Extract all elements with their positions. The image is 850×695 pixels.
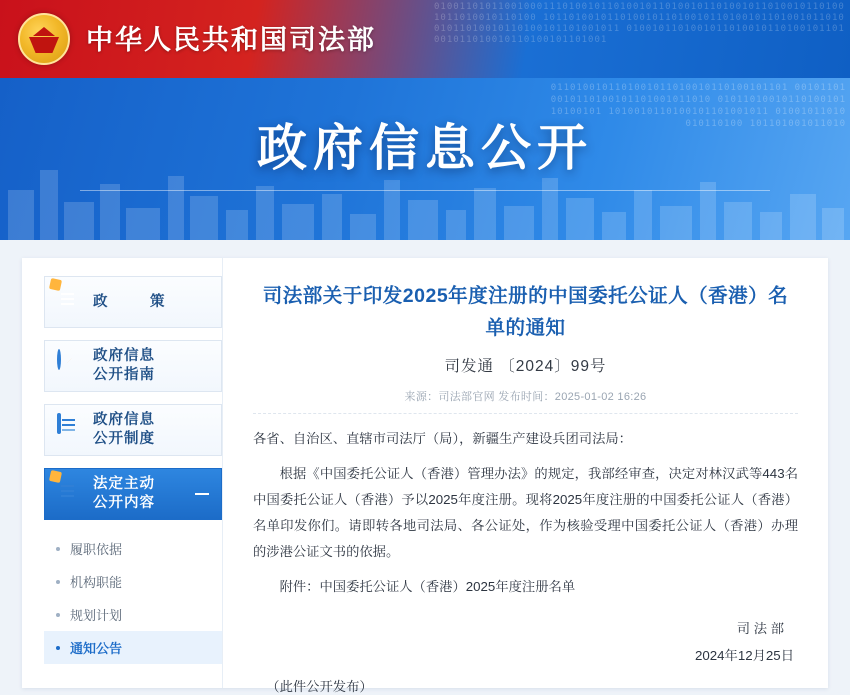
article-paragraph: 各省、自治区、直辖市司法厅（局），新疆生产建设兵团司法局：	[253, 431, 632, 446]
sidebar-subitem-duty-basis[interactable]	[44, 532, 222, 565]
sidebar-subitem-label: 履职依据	[70, 542, 123, 557]
sidebar-subitem-institution-function[interactable]	[44, 565, 222, 598]
sidebar	[22, 258, 222, 688]
article-body	[253, 426, 798, 695]
page-title: 政府信息公开	[257, 120, 593, 176]
article-note: （此件公开发布）	[266, 679, 373, 694]
article-attachment-link[interactable]: 附件：中国委托公证人（香港）2025年度注册名单	[279, 579, 576, 594]
hero-banner	[0, 78, 850, 240]
article-date: 2024年12月25日	[694, 648, 794, 663]
bullet-icon	[56, 646, 60, 650]
bullet-icon	[56, 580, 60, 584]
collapse-minus-icon[interactable]	[195, 493, 209, 495]
sidebar-item-label: 政府信息 公开指南	[93, 348, 155, 383]
book-icon	[57, 415, 83, 445]
site-title: 中华人民共和国司法部	[86, 25, 376, 55]
page-body	[0, 240, 850, 694]
content-card	[22, 258, 828, 694]
sidebar-item-disclosure-system[interactable]	[44, 404, 222, 456]
sidebar-sublist	[44, 532, 222, 664]
binary-decoration-hero: 0110100101101001011010010110100101101 001011010010110100101101001011010 0101101001011010010110100101 1010010110100101101001011 01001011010010110100 101101001011010	[550, 83, 846, 129]
sidebar-item-disclosure-guide[interactable]	[44, 340, 222, 392]
article-meta: 来源：司法部官网 发布时间：2025-01-02 16:26	[253, 388, 798, 414]
article-title: 司法部关于印发2025年度注册的中国委托公证人（香港）名单的通知	[262, 285, 789, 339]
compass-icon	[57, 351, 83, 381]
document-icon	[57, 479, 83, 509]
document-icon	[57, 287, 83, 317]
sidebar-subitem-label: 机构职能	[70, 575, 123, 590]
bullet-icon	[56, 547, 60, 551]
sidebar-item-policy[interactable]	[44, 276, 222, 328]
hero-divider	[80, 190, 770, 191]
national-emblem-icon	[18, 13, 70, 65]
bullet-icon	[56, 613, 60, 617]
sidebar-subitem-plans[interactable]	[44, 598, 222, 631]
sidebar-item-label: 政 策	[93, 293, 179, 310]
site-header	[0, 0, 850, 78]
sidebar-item-statutory-content[interactable]	[44, 468, 222, 520]
article-document-number: 司发通 〔2024〕99号	[444, 358, 607, 375]
sidebar-subitem-announcements[interactable]	[44, 631, 222, 664]
article-signature: 司 法 部	[736, 621, 784, 636]
sidebar-item-label: 法定主动 公开内容	[93, 476, 155, 511]
binary-decoration: 01001101011001000111010010110100101101001011010010110100101101001011010010110100 1011010010110100101101001011010010110100101101001011010010110100101101001011 0100101101001011010010110100101101001011010010110100101101001	[434, 2, 845, 45]
article	[222, 258, 828, 694]
sidebar-subitem-label: 通知公告	[70, 641, 123, 656]
sidebar-item-label: 政府信息 公开制度	[93, 412, 155, 447]
article-paragraph: 根据《中国委托公证人（香港）管理办法》的规定，我部经审查，决定对林汉武等443名中国委托公证人（香港）予以2025年度注册。现将2025年度注册的中国委托公证人（香港）名单印发你们。请即转各地司法局、各公证处，作为核验受理中国委托公证人（香港）办理的涉港公证文书的依据。	[253, 466, 798, 559]
sidebar-subitem-label: 规划计划	[70, 608, 123, 623]
